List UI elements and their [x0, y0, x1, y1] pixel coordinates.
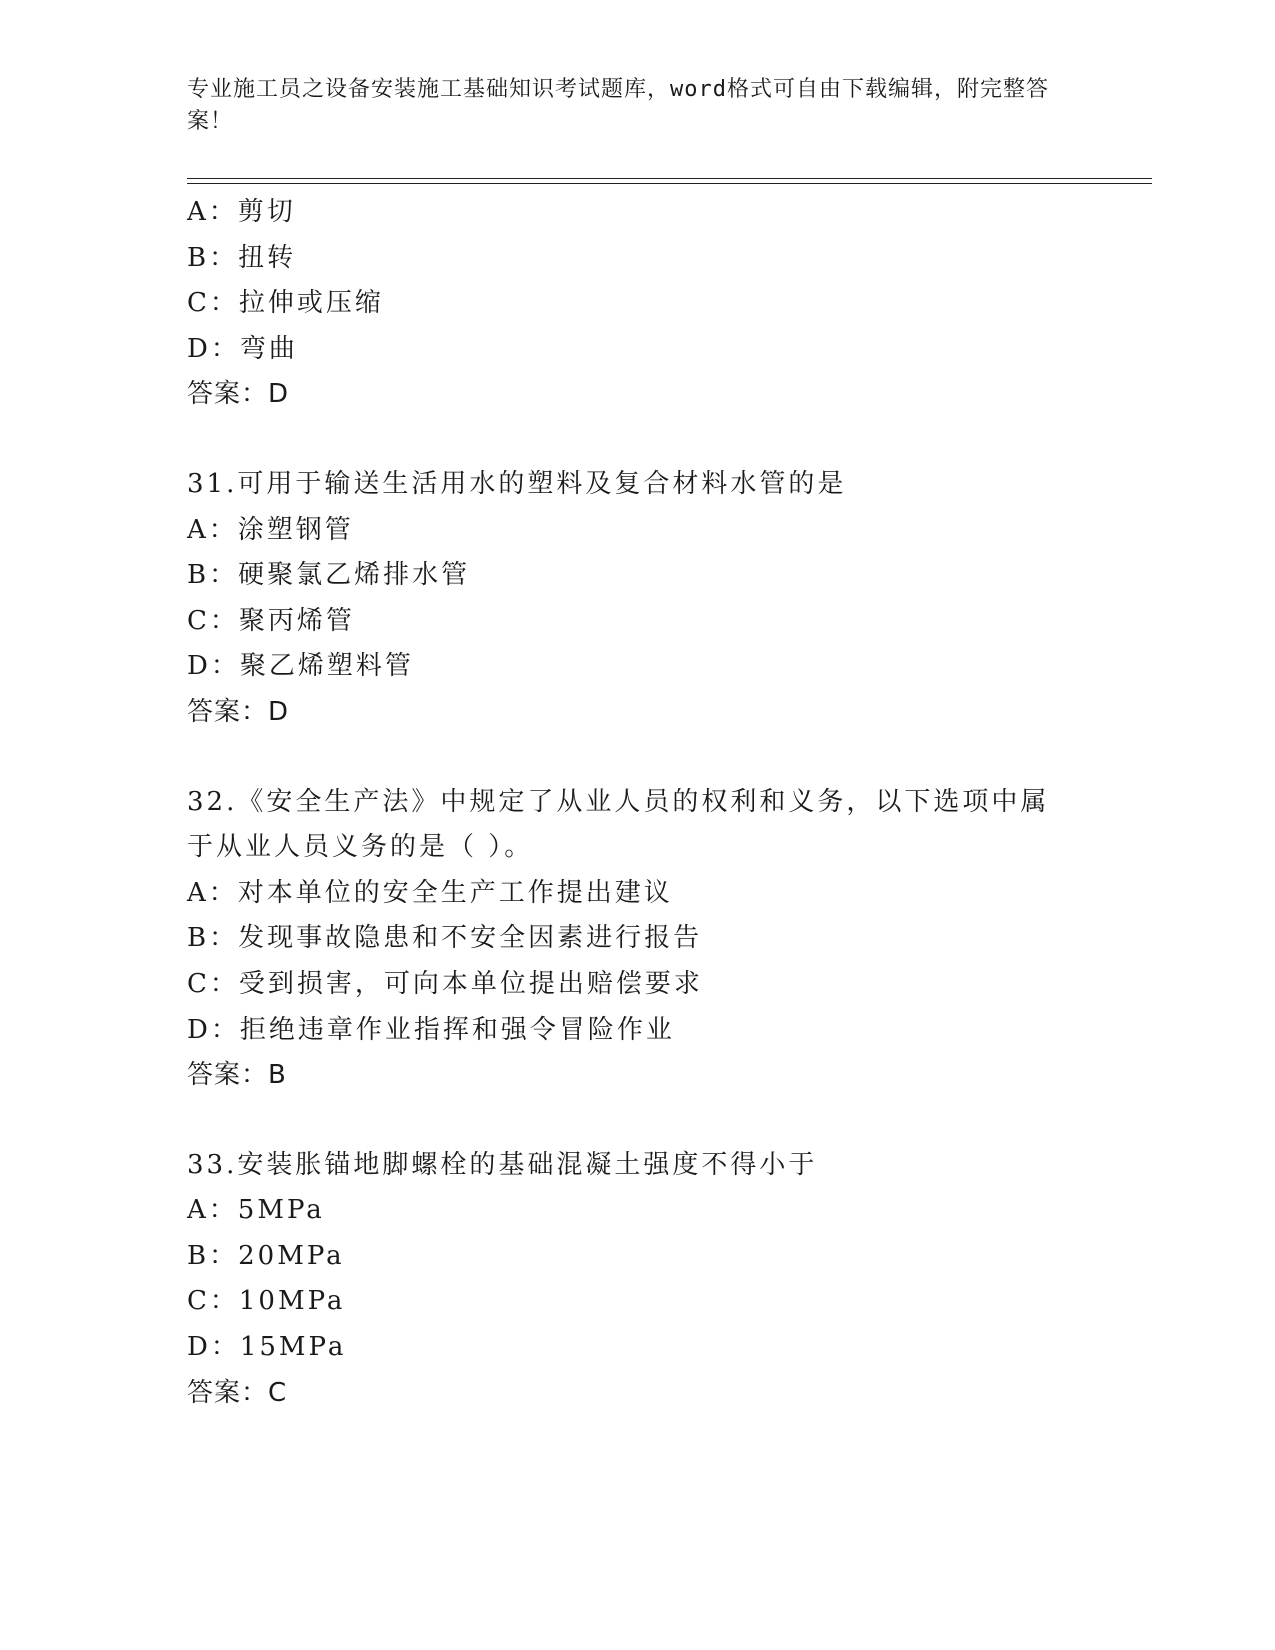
option-c: C：10MPa [187, 1286, 346, 1317]
option-b: B：硬聚氯乙烯排水管 [187, 560, 471, 591]
option-b: B：扭转 [187, 242, 297, 273]
header-divider-top [187, 178, 1152, 179]
question-list [187, 190, 1087, 1416]
question-block-33 [187, 1143, 1087, 1417]
document-header: 专业施工员之设备安装施工基础知识考试题库，word格式可自由下载编辑，附完整答案！ [187, 77, 1049, 134]
question-text: 31.可用于输送生活用水的塑料及复合材料水管的是 [187, 468, 847, 499]
option-a: A：5MPa [187, 1195, 325, 1226]
question-block-continued [187, 190, 1087, 418]
option-c: C：受到损害，可向本单位提出赔偿要求 [187, 968, 703, 999]
question-block-31 [187, 462, 1087, 736]
header-divider-bottom [187, 183, 1152, 184]
option-b: B：发现事故隐患和不安全因素进行报告 [187, 923, 703, 954]
answer-line: 答案：D [187, 379, 290, 410]
answer-line: 答案：C [187, 1377, 288, 1408]
option-a: A：对本单位的安全生产工作提出建议 [187, 877, 673, 908]
option-a: A：剪切 [187, 197, 296, 227]
option-b: B：20MPa [187, 1240, 345, 1271]
option-a: A：涂塑钢管 [187, 514, 354, 545]
option-d: D：弯曲 [187, 333, 298, 364]
answer-line: 答案：B [187, 1060, 287, 1091]
option-d: D：聚乙烯塑料管 [187, 651, 414, 682]
question-text: 33.安装胀锚地脚螺栓的基础混凝土强度不得小于 [187, 1149, 818, 1180]
option-d: D：15MPa [187, 1332, 347, 1363]
option-c: C：聚丙烯管 [187, 605, 355, 636]
answer-line: 答案：D [187, 696, 290, 727]
option-d: D：拒绝违章作业指挥和强令冒险作业 [187, 1014, 675, 1045]
option-c: C：拉伸或压缩 [187, 288, 384, 319]
question-block-32 [187, 780, 1087, 1099]
question-text: 32.《安全生产法》中规定了从业人员的权利和义务，以下选项中属于从业人员义务的是（ ）。 [187, 786, 1050, 863]
